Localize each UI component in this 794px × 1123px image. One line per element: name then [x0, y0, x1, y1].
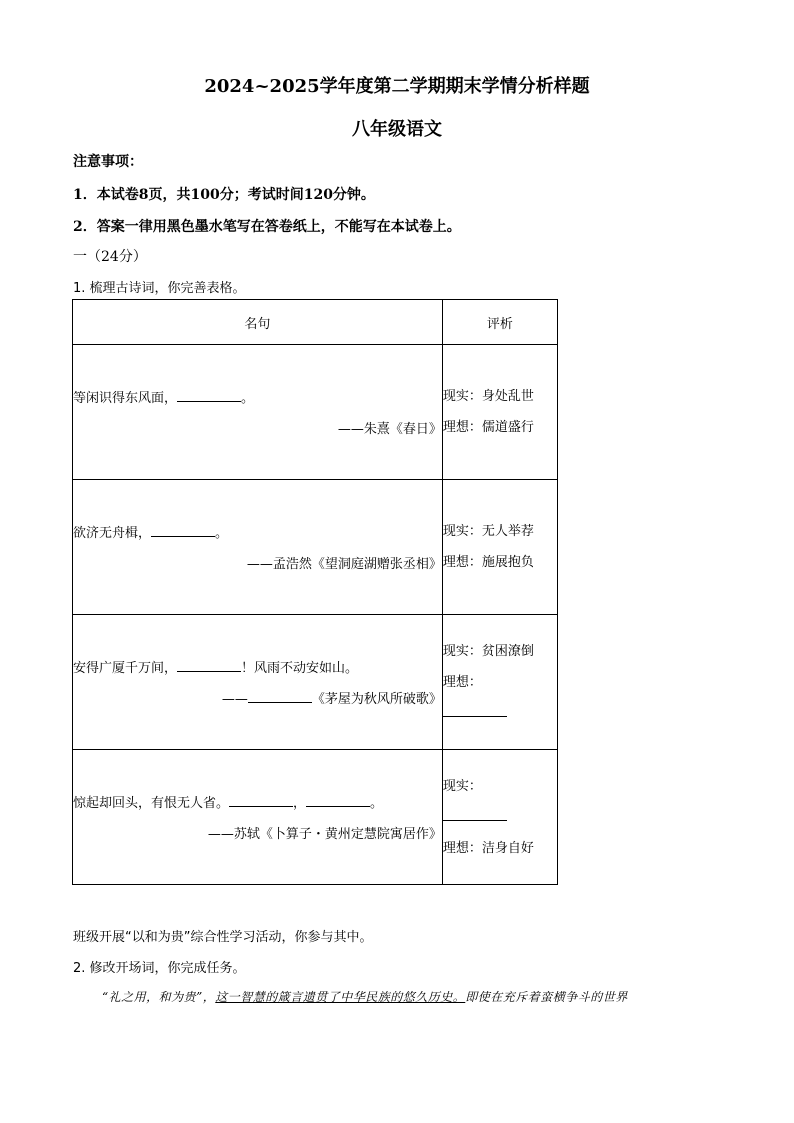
answer-blank[interactable]: [229, 792, 293, 807]
verse-source: ——苏轼《卜算子・黄州定慧院寓居作》: [207, 827, 442, 842]
activity-intro: 班级开展“以和为贵”综合性学习活动，你参与其中。: [73, 930, 373, 945]
comment-ideal: 理想：施展抱负: [442, 555, 534, 570]
verse-source: ——朱熹《春日》: [337, 422, 442, 437]
poem-table: [72, 299, 558, 885]
notes-item-1: 1．本试卷8页，共100分；考试时间120分钟。: [73, 187, 375, 203]
verse-source: ——孟浩然《望洞庭湖赠张丞相》: [246, 557, 442, 572]
answer-blank[interactable]: [443, 702, 507, 717]
opening-speech-text: [102, 988, 628, 1005]
verse-text: 惊起却回头，有恨无人省。: [73, 796, 230, 811]
comment-reality: 现实：贫困潦倒: [442, 643, 534, 659]
verse-text: 安得广厦千万间，: [73, 661, 178, 676]
table-row: [73, 750, 558, 885]
answer-blank[interactable]: [443, 806, 507, 821]
answer-blank[interactable]: [306, 792, 370, 807]
verse-end: 。: [215, 526, 229, 541]
table-row: [73, 615, 558, 750]
table-row: [73, 480, 558, 615]
notes-item-2: 2．答案一律用黑色墨水笔写在答卷纸上，不能写在本试卷上。: [73, 219, 461, 235]
verse-mid: ，: [293, 796, 307, 811]
comment-reality: 现实：身处乱世: [442, 389, 534, 404]
speech-quote: “礼之用，和为贵”，: [102, 990, 216, 1004]
comment-ideal: 理想：儒道盛行: [442, 420, 534, 435]
comment-reality: 现实：: [442, 778, 482, 794]
answer-blank[interactable]: [177, 387, 241, 402]
verse-end: 。: [241, 391, 255, 406]
verse-cell: [73, 480, 443, 615]
column-header-verse: 名句: [73, 300, 443, 345]
verse-end: 。: [370, 796, 384, 811]
exam-title: 2024~2025学年度第二学期期末学情分析样题: [204, 76, 590, 97]
column-header-comment: 评析: [442, 300, 557, 345]
comment-reality: 现实：无人举荐: [442, 524, 534, 539]
verse-cell: [73, 750, 443, 885]
verse-end: ！风雨不动安如山。: [241, 661, 359, 676]
verse-text: 等闲识得东风面，: [73, 391, 178, 406]
verse-cell: [73, 615, 443, 750]
speech-continuation: 即使在充斥着蛮横争斗的世界: [465, 990, 628, 1004]
answer-blank[interactable]: [177, 657, 241, 672]
comment-cell: [442, 480, 557, 615]
section-1-heading: 一（24分）: [73, 249, 147, 265]
speech-underlined-sentence: 这一智慧的箴言遗贯了中华民族的悠久历史。: [215, 990, 466, 1004]
source-dash: ——: [221, 692, 248, 707]
notes-heading: 注意事项：: [73, 154, 143, 170]
comment-cell: [442, 750, 557, 885]
verse-text: 欲济无舟楫，: [73, 526, 152, 541]
answer-blank[interactable]: [248, 688, 312, 703]
answer-blank[interactable]: [151, 522, 215, 537]
verse-source: 《茅屋为秋风所破歌》: [311, 692, 442, 707]
comment-ideal: 理想：洁身自好: [442, 840, 534, 856]
question-1-prompt: 1. 梳理古诗词，你完善表格。: [73, 281, 246, 296]
question-2-prompt: 2. 修改开场词，你完成任务。: [73, 961, 246, 976]
comment-ideal: 理想：: [442, 674, 482, 690]
table-row: [73, 345, 558, 480]
exam-subtitle: 八年级语文: [352, 119, 442, 140]
table-header-row: [73, 300, 558, 345]
comment-cell: [442, 615, 557, 750]
verse-cell: [73, 345, 443, 480]
comment-cell: [442, 345, 557, 480]
